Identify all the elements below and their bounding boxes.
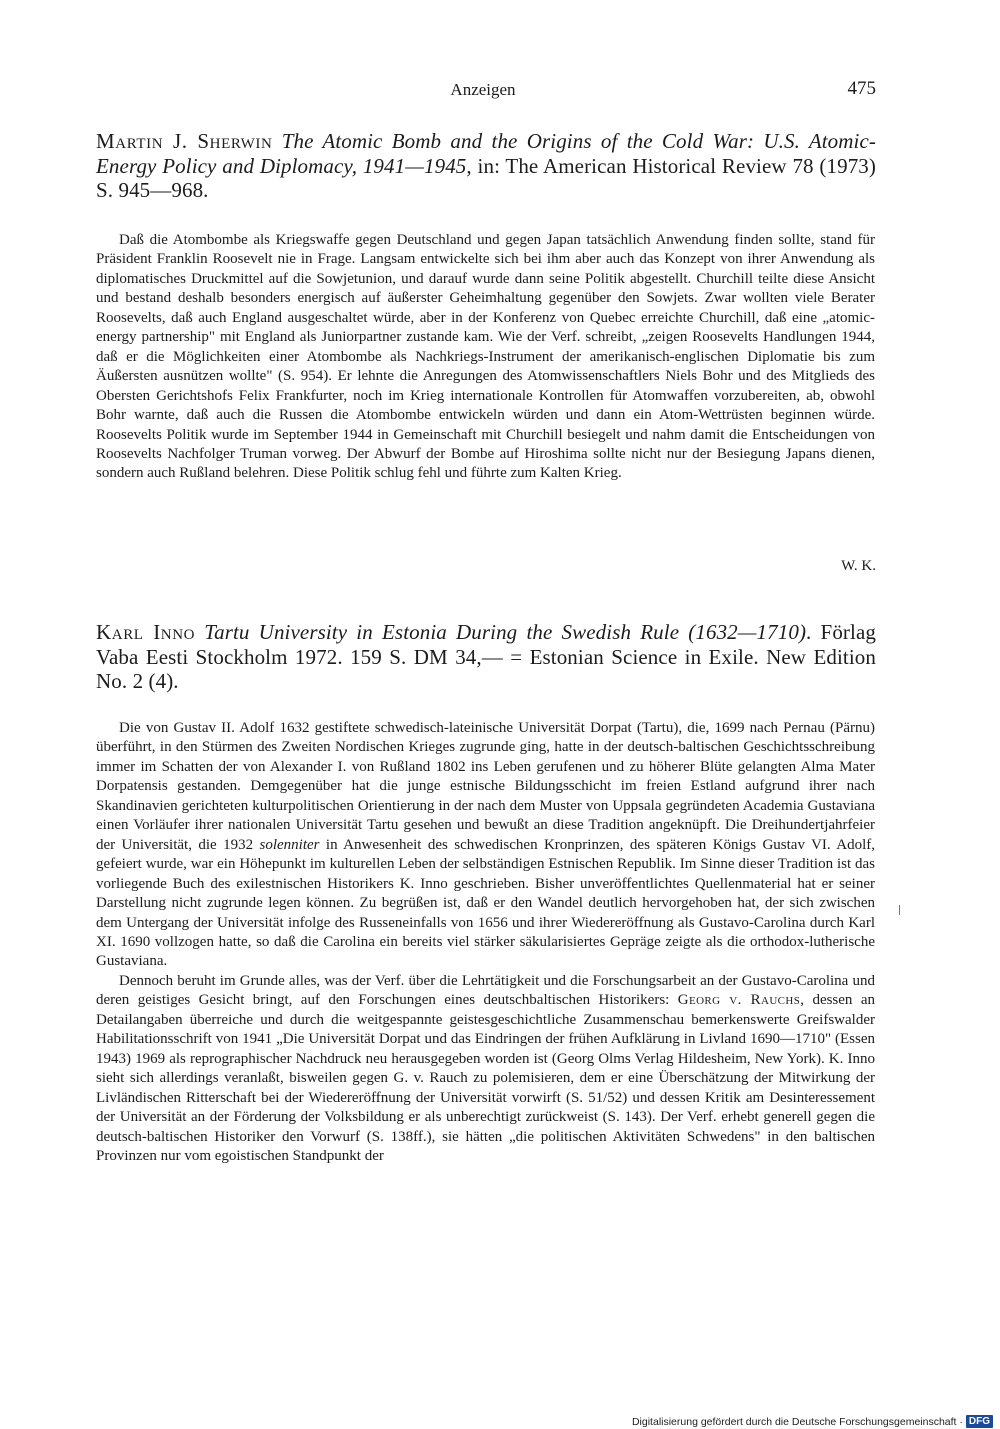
citation-source: . Förlag Vaba Eesti Stockholm 1972. 159 S. DM 34,— = Estonian Science in Exile. New Edition No. 2 (4). [96,620,876,693]
citation-sherwin [96,129,876,203]
digitization-footer [600,1414,993,1429]
citation-author: Karl Inno [96,620,196,644]
review-paragraph-1 [96,719,875,972]
citation-title: Tartu University in Estonia During the Swedish Rule [204,620,680,644]
italic-word: solenniter [259,836,320,853]
review-paragraph-2 [96,972,875,1167]
paragraph-text: , dessen an Detailangaben überreiche und durch die weitgespannte geistesgeschichtliche Zusammenschau bemerkenswerte Greifswalder Habilitationsschrift von 1941 „Die Universität Dorpat und das Eindringen der frühen Aufklärung in Livland 1690—1710" (Essen 1943) 1969 als reprographischer Nachdruck neu herausgegeben worden ist (Georg Olms Verlag Hildesheim, New York). K. Inno sieht sich allerdings veranlaßt, bisweilen gegen G. v. Rauch zu polemisieren, dem er eine Überschätzung der Mitwirkung der Livländischen Ritterschaft bei der Wiedereröffnung der Universität vorwirft (S. 51/52) und dessen Kritik am Desinteressement der Universität an der Förderung der Volksbildung er als unberechtigt zurückweist (S. 143). Der Verf. erhebt generell gegen die deutsch-baltischen Historiker den Vorwurf (S. 138ff.), sie hätten „die politischen Aktivitäten Schwedens" in den baltischen Provinzen nur vom egoistischen Standpunkt der [96,992,875,1164]
citation-source: in: The American Historical Review 78 (1973) S. 945—968. [96,153,877,202]
paragraph-text: Die von Gustav II. Adolf 1632 gestiftete schwedisch-lateinische Universität Dorpat (Tartu), die, 1699 nach Pernau (Pärnu) überführt, in den Stürmen des Zweiten Nordischen Krieges zugrunde ging, hatte in der deutsch-baltischen Geschichtsschreibung immer im Schatten der von Alexander I. von Rußland 1802 ins Leben gerufenen und zu höherer Blüte gelangten Alma Mater Dorpatensis gestanden. Demgegenüber hat die junge estnische Bildungsschicht im freien Estland aufgrund ihrer nach Skandinavien gerichteten kulturpolitischen Orientierung in der nach dem Muster von Uppsala gegründeten Academia Gustaviana einen Vorläufer ihrer nationalen Universität Tartu gesehen und bewußt an diese Tradition angeknüpft. Die Dreihundertjahrfeier der Universität, die 1932 [96,720,875,853]
person-name: Georg v. Rauchs [677,992,801,1009]
review-paragraph: Daß die Atombombe als Kriegswaffe gegen Deutschland und gegen Japan tatsächlich Anwendung finden sollte, stand für Präsident Franklin Roosevelt nie in Frage. Langsam entwickelte sich bei ihm aber auch das Konzept von ihrer Anwendung als diplomatisches Druckmittel auf die Sowjetunion, und darauf wurde dann seine Politik abgestellt. Churchill teilte diese Ansicht und bestand deshalb besonders energisch auf äußerster Geheimhaltung gegenüber den Sowjets. Zwar wollten viele Berater Roosevelts, daß auch England ausgeschaltet würde, aber in der Konferenz von Quebec erreichte Churchill, daß eine „atomic-energy partnership" mit England als Juniorpartner zustande kam. Wie der Verf. schreibt, „zeigen Roosevelts Handlungen 1944, daß er die Möglichkeiten einer Atombombe als Nachkriegs-Instrument der amerikanisch-englischen Diplomatie bis zum Äußersten ausnützen wollte" (S. 954). Er lehnte die Anregungen des Atomwissenschaftlers Niels Bohr und des Mitglieds des Obersten Gerichtshofs Felix Frankfurter, noch im Krieg internationale Kontrollen für Atomwaffen vorzubereiten, ab, obwohl Bohr warnte, daß auch die Russen die Atombombe entwickeln würden und dann ein Atom-Wettrüsten beginnen würde. Roosevelts Politik wurde im September 1944 in Gemeinschaft mit Churchill besiegelt und nahm damit die Entscheidungen von Roosevelts Nachfolger Truman vorweg. Der Abwurf der Bombe auf Hiroshima sollte nicht nur der Besiegung Japans dienen, sondern auch Rußland belehren. Diese Politik schlug fehl und führte zum Kalten Krieg. [96,232,875,482]
citation-author: Martin J. Sherwin [96,129,273,153]
citation-inno [96,620,876,694]
dfg-logo: DFG [966,1415,993,1428]
review-inno [96,719,875,1166]
reviewer-signature: W. K. [841,558,876,574]
citation-title-years: (1632—1710) [688,620,807,644]
page-number: 475 [847,78,876,99]
review-sherwin [96,231,875,484]
paragraph-text: in Anwesenheit des schwedischen Kronprinzen, des späteren Königs Gustav VI. Adolf, gefeiert wurde, war ein Höhepunkt im kulturellen Leben der selbständigen Estnischen Republik. Im Sinne dieser Tradition ist das vorliegende Buch des exilestnischen Historikers K. Inno geschrieben. Bisher unveröffentlichtes Quellenmaterial hat er seiner Darstellung nicht zugrunde legen können. Zu begrüßen ist, daß er den Wandel deutlich hervorgehoben hat, der sich zwischen dem Untergang der Universität infolge des Russeneinfalls von 1656 und ihrer Wiedereröffnung als Gustavo-Carolina durch Karl XI. 1690 vollzogen hatte, so daß die Carolina ein bereits viel stärker säkularisiertes Gepräge zeigte als die orthodox-lutherische Gustaviana. [96,836,875,970]
paragraph-text: Dennoch beruht im Grunde alles, was der Verf. über die Lehrtätigkeit und die Forschungsarbeit an der Gustavo-Carolina und deren geistiges Gesicht bringt, auf den Forschungen eines deutschbaltischen Historikers: [96,972,875,1009]
footer-text: Digitalisierung gefördert durch die Deutsche Forschungsgemeinschaft · [631,1415,963,1428]
citation-title: The Atomic Bomb and the Origins of the Cold War: U.S. Atomic-Energy Policy and Diplomacy, 1941—1945, [96,129,876,178]
running-header: Anzeigen [450,80,516,99]
scan-artifact [899,905,900,915]
